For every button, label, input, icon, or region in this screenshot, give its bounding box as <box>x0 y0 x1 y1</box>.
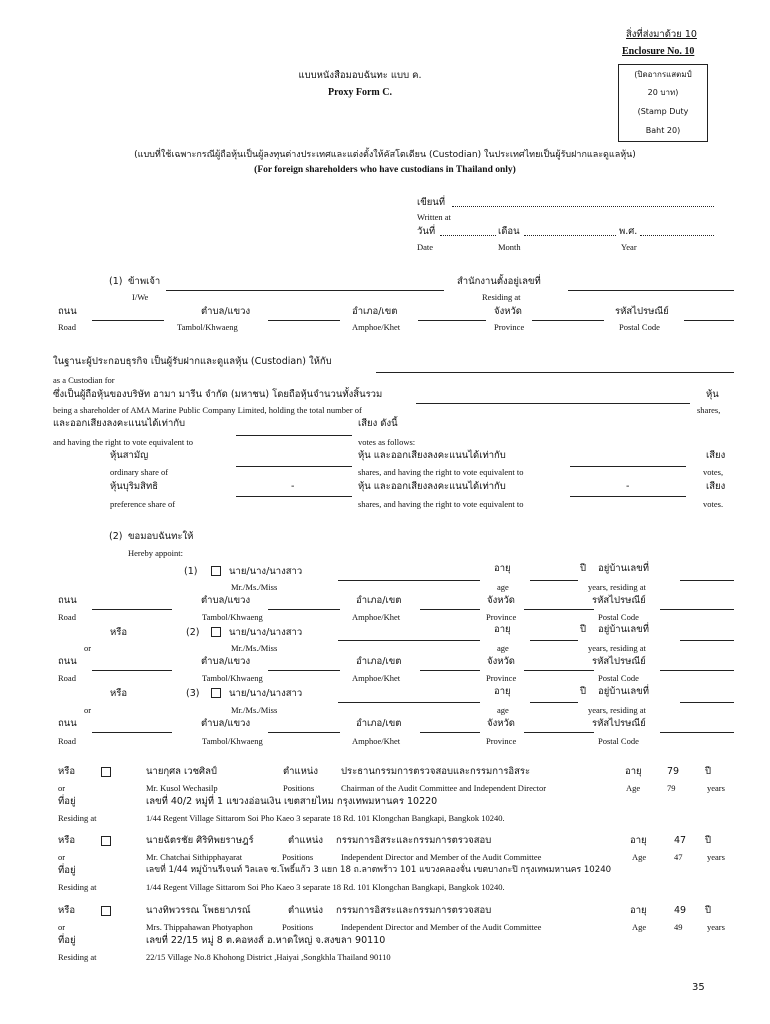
proxy-1-tambol-th: ตำบล/แขวง <box>201 595 251 606</box>
director-1-role-en: Chairman of the Audit Committee and Independent Director <box>341 783 547 793</box>
director-3-role-th: กรรมการอิสระและกรรมการตรวจสอบ <box>336 905 492 916</box>
proxy-3-age-th: อายุ <box>494 686 511 697</box>
proxy-3-road-en: Road <box>58 736 76 746</box>
proxy-1-title-en: Mr./Ms./Miss <box>231 582 278 592</box>
page-number: 35 <box>692 982 705 993</box>
proxy-1-province-field[interactable] <box>524 609 594 610</box>
custodian-line-th: ในฐานะผู้ประกอบธุรกิจ เป็นผู้รับฝากและดูแลหุ้น (Custodian) ให้กับ <box>53 356 332 367</box>
proxy-2-residing-en: years, residing at <box>588 643 646 653</box>
proxy-2-title-en: Mr./Ms./Miss <box>231 643 278 653</box>
form-title-th: แบบหนังสือมอบฉันทะ แบบ ค. <box>298 70 422 81</box>
director-3-name-th: นางทิพวรรณ โพธยาภรณ์ <box>146 905 251 916</box>
proxy-2-province-en: Province <box>486 673 517 683</box>
director-2-address-en: 1/44 Regent Village Sittarom Soi Pho Kaeo 3 separate 18 Rd. 101 Klongchan Bangkapi, Bangkok 10240. <box>146 882 505 892</box>
proxy-2-name-field[interactable] <box>338 640 480 641</box>
director-1-name-th: นายกุศล เวชศิลป์ <box>146 766 217 777</box>
proxy-3-postal-field[interactable] <box>660 732 734 733</box>
road-label-en: Road <box>58 322 76 332</box>
director-3-checkbox[interactable] <box>101 906 111 916</box>
director-3-age-en: Age <box>632 922 647 932</box>
director-1-position-en: Positions <box>283 783 315 793</box>
ordinary-vote-unit-th: เสียง <box>706 450 726 461</box>
road-label-th: ถนน <box>58 306 77 317</box>
ordinary-vote-field[interactable] <box>570 466 686 467</box>
director-2-position-en: Positions <box>282 852 314 862</box>
month-field[interactable] <box>524 235 616 236</box>
director-2-years-en: years <box>707 852 725 862</box>
proxy-2-amphoe-field[interactable] <box>420 670 480 671</box>
section-1-number: (1) <box>109 276 123 287</box>
proxy-1-amphoe-th: อำเภอ/เขต <box>356 595 402 606</box>
proxy-3-amphoe-en: Amphoe/Khet <box>352 736 401 746</box>
road-field[interactable] <box>92 320 164 321</box>
preference-vote-th: หุ้น และออกเสียงลงคะแนนได้เท่ากับ <box>358 481 506 492</box>
preference-vote-en: shares, and having the right to vote equivalent to <box>358 499 524 509</box>
director-2-checkbox[interactable] <box>101 836 111 846</box>
director-1-address-label-th: ที่อยู่ <box>58 796 76 807</box>
section-2-number: (2) <box>109 531 123 542</box>
director-1-name-en: Mr. Kusol Wechasilp <box>146 783 218 793</box>
proxy-2-years-th: ปี <box>580 624 587 635</box>
enclosure-label-th: สิ่งที่ส่งมาด้วย 10 <box>626 29 697 40</box>
proxy-1-residing-en: years, residing at <box>588 582 646 592</box>
director-2-address-th: เลขที่ 1/44 หมู่บ้านรีเจนท์ วิลเลจ ซ.โพธิ์แก้ว 3 แยก 18 ถ.ลาดพร้าว 101 แขวงคลองจั่น เขตบางกะปิ กรุงเทพมหานคร 10240 <box>146 865 612 875</box>
director-3-or-th: หรือ <box>58 905 76 916</box>
form-title-en: Proxy Form C. <box>328 87 392 98</box>
director-1-or-en: or <box>58 783 66 793</box>
director-1-address-label-en: Residing at <box>58 813 97 823</box>
office-label-th: สำนักงานตั้งอยู่เลขที่ <box>457 276 541 287</box>
proxy-2-postal-en: Postal Code <box>598 673 639 683</box>
director-2-or-th: หรือ <box>58 835 76 846</box>
director-2-age-value-en: 47 <box>674 852 683 862</box>
director-2-address-label-th: ที่อยู่ <box>58 865 76 876</box>
director-2-role-en: Independent Director and Member of the Audit Committee <box>341 852 542 862</box>
preference-share-en: preference share of <box>110 499 176 509</box>
written-at-label-th: เขียนที่ <box>417 197 446 208</box>
director-3-age-value: 49 <box>674 905 687 916</box>
proxy-1-years-th: ปี <box>580 563 587 574</box>
proxy-2-index: (2) <box>186 627 200 638</box>
proxy-2-amphoe-en: Amphoe/Khet <box>352 673 401 683</box>
proxy-2-tambol-field[interactable] <box>268 670 340 671</box>
shares-unit-th: หุ้น <box>706 389 719 400</box>
subtitle-en: (For foreign shareholders who have custodians in Thailand only) <box>254 165 516 175</box>
postal-field[interactable] <box>684 320 734 321</box>
ordinary-vote-en: shares, and having the right to vote equivalent to <box>358 467 524 477</box>
proxy-3-age-field[interactable] <box>530 702 578 703</box>
year-field[interactable] <box>640 235 714 236</box>
postal-label-th: รหัสไปรษณีย์ <box>615 306 669 317</box>
proxy-3-or-th: หรือ <box>110 688 128 699</box>
month-label-en: Month <box>498 242 521 252</box>
director-2-age-th: อายุ <box>630 835 647 846</box>
proxy-2-amphoe-th: อำเภอ/เขต <box>356 656 402 667</box>
director-3-address-en: 22/15 Village No.8 Khohong District ,Haiyai ,Songkhla Thailand 90110 <box>146 952 391 962</box>
proxy-2-or-th: หรือ <box>110 627 128 638</box>
total-shares-field[interactable] <box>416 403 690 404</box>
proxy-1-road-en: Road <box>58 612 76 622</box>
proxy-2-road-field[interactable] <box>92 670 172 671</box>
appoint-label-th: ขอมอบฉันทะให้ <box>128 531 194 542</box>
shareholder-line-en: being a shareholder of AMA Marine Public Company Limited, holding the total number of <box>53 405 362 415</box>
stamp-line-3: (Stamp Duty <box>637 107 689 116</box>
date-label-th: วันที่ <box>417 226 436 237</box>
director-1-address-th: เลขที่ 40/2 หมู่ที่ 1 แขวงอ่อนเงิน เขตสายไหม กรุงเทพมหานคร 10220 <box>146 796 438 807</box>
postal-label-en: Postal Code <box>619 322 660 332</box>
director-3-address-th: เลขที่ 22/15 หมู่ 8 ต.คอหงส์ อ.หาดใหญ่ จ.สงขลา 90110 <box>146 935 386 946</box>
preference-vote-dash: - <box>626 481 630 492</box>
director-1-position-th: ตำแหน่ง <box>283 766 319 777</box>
proxy-3-province-en: Province <box>486 736 517 746</box>
year-label-en: Year <box>621 242 637 252</box>
tambol-label-th: ตำบล/แขวง <box>201 306 251 317</box>
ordinary-share-th: หุ้นสามัญ <box>110 450 149 461</box>
proxy-1-title-th: นาย/นาง/นางสาว <box>229 566 303 577</box>
director-2-age-en: Age <box>632 852 647 862</box>
month-label-th: เดือน <box>498 226 520 237</box>
preference-share-dash: - <box>291 481 295 492</box>
director-3-position-th: ตำแหน่ง <box>288 905 324 916</box>
year-label-th: พ.ศ. <box>619 226 638 237</box>
proxy-1-checkbox[interactable] <box>211 566 221 576</box>
stamp-line-1: (ปิดอากรแสตมป์ <box>634 70 692 79</box>
director-2-age-value: 47 <box>674 835 687 846</box>
proxy-3-years-th: ปี <box>580 686 587 697</box>
i-we-label-en: I/We <box>132 292 149 302</box>
director-3-name-en: Mrs. Thippahawan Photyaphon <box>146 922 253 932</box>
proxy-3-postal-th: รหัสไปรษณีย์ <box>592 718 646 729</box>
proxy-1-residing-th: อยู่บ้านเลขที่ <box>598 563 649 574</box>
proxy-2-province-th: จังหวัด <box>487 656 515 667</box>
proxy-1-tambol-en: Tambol/Khwaeng <box>202 612 263 622</box>
preference-share-field[interactable] <box>236 496 352 497</box>
date-field[interactable] <box>440 235 496 236</box>
ordinary-vote-th: หุ้น และออกเสียงลงคะแนนได้เท่ากับ <box>358 450 506 461</box>
ordinary-share-en: ordinary share of <box>110 467 169 477</box>
proxy-2-checkbox[interactable] <box>211 627 221 637</box>
proxy-1-tambol-field[interactable] <box>268 609 340 610</box>
proxy-2-house-no-field[interactable] <box>680 640 734 641</box>
director-2-address-label-en: Residing at <box>58 882 97 892</box>
proxy-1-postal-th: รหัสไปรษณีย์ <box>592 595 646 606</box>
director-1-checkbox[interactable] <box>101 767 111 777</box>
director-1-age-value-en: 79 <box>667 783 676 793</box>
director-1-years-th: ปี <box>705 766 712 777</box>
director-1-age-en: Age <box>626 783 641 793</box>
proxy-3-tambol-en: Tambol/Khwaeng <box>202 736 263 746</box>
proxy-1-province-th: จังหวัด <box>487 595 515 606</box>
office-label-en: Residing at <box>482 292 521 302</box>
proxy-2-title-th: นาย/นาง/นางสาว <box>229 627 303 638</box>
director-1-years-en: years <box>707 783 725 793</box>
proxy-3-title-th: นาย/นาง/นางสาว <box>229 688 303 699</box>
date-label-en: Date <box>417 242 434 252</box>
director-1-age-value: 79 <box>667 766 680 777</box>
director-3-age-th: อายุ <box>630 905 647 916</box>
proxy-3-postal-en: Postal Code <box>598 736 639 746</box>
director-3-address-label-en: Residing at <box>58 952 97 962</box>
province-label-th: จังหวัด <box>494 306 522 317</box>
proxy-2-tambol-en: Tambol/Khwaeng <box>202 673 263 683</box>
proxy-3-amphoe-field[interactable] <box>420 732 480 733</box>
proxy-2-or-en: or <box>84 643 92 653</box>
director-2-name-en: Mr. Chatchai Sithipphayarat <box>146 852 243 862</box>
proxy-1-province-en: Province <box>486 612 517 622</box>
stamp-line-2: 20 บาท) <box>647 88 679 97</box>
ordinary-share-field[interactable] <box>236 466 352 467</box>
appoint-label-en: Hereby appoint: <box>128 548 183 558</box>
director-3-role-en: Independent Director and Member of the Audit Committee <box>341 922 542 932</box>
director-3-years-en: years <box>707 922 725 932</box>
province-field[interactable] <box>532 320 604 321</box>
province-label-en: Province <box>494 322 525 332</box>
custodian-for-field[interactable] <box>376 372 734 373</box>
proxy-2-postal-th: รหัสไปรษณีย์ <box>592 656 646 667</box>
proxy-3-index: (3) <box>186 688 200 699</box>
proxy-3-title-en: Mr./Ms./Miss <box>231 705 278 715</box>
director-3-address-label-th: ที่อยู่ <box>58 935 76 946</box>
director-2-position-th: ตำแหน่ง <box>288 835 324 846</box>
proxy-1-postal-en: Postal Code <box>598 612 639 622</box>
proxy-3-amphoe-th: อำเภอ/เขต <box>356 718 402 729</box>
proxy-2-residing-th: อยู่บ้านเลขที่ <box>598 624 649 635</box>
stamp-duty-box <box>618 64 708 142</box>
total-votes-field[interactable] <box>236 435 352 436</box>
director-1-age-th: อายุ <box>625 766 642 777</box>
proxy-3-name-field[interactable] <box>338 702 480 703</box>
proxy-2-age-field[interactable] <box>530 640 578 641</box>
proxy-1-amphoe-field[interactable] <box>420 609 480 610</box>
proxy-3-house-no-field[interactable] <box>680 702 734 703</box>
ordinary-vote-unit-en: votes, <box>703 467 724 477</box>
proxy-2-age-th: อายุ <box>494 624 511 635</box>
amphoe-label-th: อำเภอ/เขต <box>352 306 398 317</box>
director-3-age-value-en: 49 <box>674 922 683 932</box>
director-1-address-en: 1/44 Regent Village Sittarom Soi Pho Kaeo 3 separate 18 Rd. 101 Klongchan Bangkapi, Bangkok 10240. <box>146 813 505 823</box>
director-2-or-en: or <box>58 852 66 862</box>
vote-line-th: และออกเสียงลงคะแนนได้เท่ากับ <box>53 418 186 429</box>
proxy-1-road-field[interactable] <box>92 609 172 610</box>
preference-vote-unit-th: เสียง <box>706 481 726 492</box>
proxy-2-province-field[interactable] <box>524 670 594 671</box>
proxy-3-age-en: age <box>497 705 509 715</box>
amphoe-field[interactable] <box>418 320 486 321</box>
stamp-line-4: Baht 20) <box>645 126 681 135</box>
proxy-2-age-en: age <box>497 643 509 653</box>
proxy-3-residing-th: อยู่บ้านเลขที่ <box>598 686 649 697</box>
director-1-or-th: หรือ <box>58 766 76 777</box>
preference-share-th: หุ้นบุริมสิทธิ <box>110 481 159 492</box>
proxy-1-age-th: อายุ <box>494 563 511 574</box>
proxy-3-tambol-th: ตำบล/แขวง <box>201 718 251 729</box>
proxy-2-road-th: ถนน <box>58 656 77 667</box>
proxy-1-age-en: age <box>497 582 509 592</box>
director-1-role-th: ประธานกรรมการตรวจสอบและกรรมการอิสระ <box>341 766 531 777</box>
proxy-2-postal-field[interactable] <box>660 670 734 671</box>
proxy-3-province-field[interactable] <box>524 732 594 733</box>
proxy-1-road-th: ถนน <box>58 595 77 606</box>
proxy-2-road-en: Road <box>58 673 76 683</box>
i-we-field[interactable] <box>166 290 444 291</box>
director-2-role-th: กรรมการอิสระและกรรมการตรวจสอบ <box>336 835 492 846</box>
enclosure-label-en: Enclosure No. 10 <box>622 46 695 57</box>
proxy-3-checkbox[interactable] <box>211 688 221 698</box>
written-at-label-en: Written at <box>417 212 451 222</box>
preference-vote-unit-en: votes. <box>703 499 724 509</box>
proxy-3-road-field[interactable] <box>92 732 172 733</box>
director-3-years-th: ปี <box>705 905 712 916</box>
shares-unit-en: shares, <box>697 405 721 415</box>
votes-follows-en: votes as follows: <box>358 437 416 447</box>
vote-line-en: and having the right to vote equivalent to <box>53 437 193 447</box>
tambol-field[interactable] <box>268 320 340 321</box>
tambol-label-en: Tambol/Khwaeng <box>177 322 238 332</box>
custodian-line-en: as a Custodian for <box>53 375 115 385</box>
proxy-1-name-field[interactable] <box>338 580 480 581</box>
proxy-3-tambol-field[interactable] <box>268 732 340 733</box>
written-at-field[interactable] <box>452 206 714 207</box>
subtitle-th: (แบบที่ใช้เฉพาะกรณีผู้ถือหุ้นเป็นผู้ลงทุนต่างประเทศและแต่งตั้งให้คัสโตเดียน (Custodian) ในประเทศไทยเป็นผู้รับฝากและดูแลหุ้น) <box>134 150 636 160</box>
proxy-1-postal-field[interactable] <box>660 609 734 610</box>
proxy-3-province-th: จังหวัด <box>487 718 515 729</box>
proxy-3-road-th: ถนน <box>58 718 77 729</box>
director-2-years-th: ปี <box>705 835 712 846</box>
shareholder-line-th: ซึ่งเป็นผู้ถือหุ้นของบริษัท อามา มารีน จำกัด (มหาชน) โดยถือหุ้นจำนวนทั้งสิ้นรวม <box>53 389 383 400</box>
proxy-3-residing-en: years, residing at <box>588 705 646 715</box>
proxy-1-amphoe-en: Amphoe/Khet <box>352 612 401 622</box>
i-we-label-th: ข้าพเจ้า <box>128 276 161 287</box>
proxy-3-or-en: or <box>84 705 92 715</box>
proxy-2-tambol-th: ตำบล/แขวง <box>201 656 251 667</box>
proxy-1-age-field[interactable] <box>530 580 578 581</box>
proxy-1-index: (1) <box>184 566 198 577</box>
director-3-or-en: or <box>58 922 66 932</box>
votes-follows-th: เสียง ดังนี้ <box>358 418 398 429</box>
office-field[interactable] <box>568 290 734 291</box>
amphoe-label-en: Amphoe/Khet <box>352 322 401 332</box>
director-3-position-en: Positions <box>282 922 314 932</box>
preference-vote-field[interactable] <box>570 496 686 497</box>
director-2-name-th: นายฉัตรชัย ศิริทิพยราษฎร์ <box>146 835 254 846</box>
proxy-1-house-no-field[interactable] <box>680 580 734 581</box>
